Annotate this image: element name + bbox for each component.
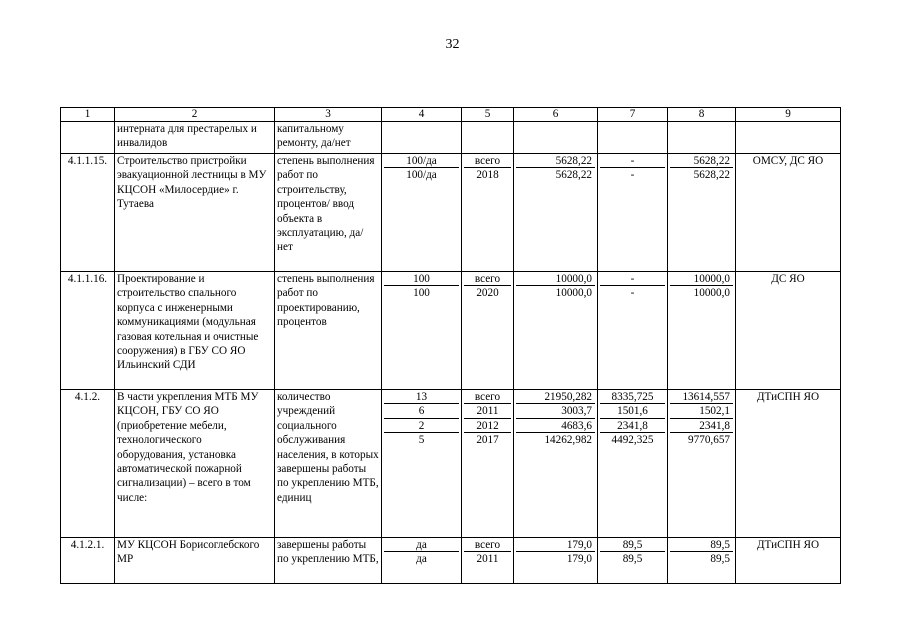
row-target-value bbox=[382, 272, 462, 390]
header-row bbox=[61, 108, 841, 122]
row-year-value: всего bbox=[464, 390, 511, 404]
row-name: интерната для престарелых и инвалидов bbox=[115, 122, 275, 154]
program-table bbox=[60, 107, 841, 584]
row-col8-value: 13614,557 bbox=[670, 390, 733, 404]
row-target-value-value: 2 bbox=[384, 419, 459, 433]
header-col-6: 6 bbox=[514, 108, 598, 122]
row-col8-value: 9770,657 bbox=[688, 434, 730, 447]
row-col8 bbox=[668, 538, 736, 584]
row-col7 bbox=[598, 390, 668, 538]
row-total-value: 5628,22 bbox=[555, 169, 592, 182]
row-executor: ОМСУ, ДС ЯО bbox=[736, 154, 841, 272]
row-total-value: 10000,0 bbox=[555, 287, 592, 300]
row-year bbox=[462, 390, 514, 538]
row-total-value: 179,0 bbox=[566, 553, 592, 566]
row-total-value: 4683,6 bbox=[516, 419, 595, 433]
row-col8-value: 2341,8 bbox=[670, 419, 733, 433]
row-col7-value: 2341,8 bbox=[600, 419, 665, 433]
row-col7-value: 8335,725 bbox=[600, 390, 665, 404]
row-executor bbox=[736, 122, 841, 154]
table-row bbox=[61, 122, 841, 154]
row-target-value-value: 100 bbox=[384, 272, 459, 286]
row-target-value bbox=[382, 390, 462, 538]
row-col8 bbox=[668, 390, 736, 538]
row-year-value: 2017 bbox=[476, 434, 499, 447]
row-year-value: всего bbox=[464, 538, 511, 552]
row-year-value: 2020 bbox=[476, 287, 499, 300]
row-total bbox=[514, 122, 598, 154]
row-indicator: степень выполнения работ по строительству, процентов/ ввод объекта в эксплуатацию, да/нет bbox=[275, 154, 382, 272]
row-year bbox=[462, 154, 514, 272]
row-target-value-value: да bbox=[384, 538, 459, 552]
row-year bbox=[462, 272, 514, 390]
row-id: 4.1.2.1. bbox=[61, 538, 115, 584]
row-year-value: всего bbox=[464, 154, 511, 168]
row-target-value-value: 100 bbox=[413, 287, 430, 300]
header-col-9: 9 bbox=[736, 108, 841, 122]
row-target-value-value: 6 bbox=[384, 404, 459, 418]
row-total-value: 3003,7 bbox=[516, 404, 595, 418]
row-total bbox=[514, 154, 598, 272]
row-col7-value: 89,5 bbox=[600, 538, 665, 552]
table-row bbox=[61, 154, 841, 272]
row-col8-value: 89,5 bbox=[670, 538, 733, 552]
row-total-value: 21950,282 bbox=[516, 390, 595, 404]
row-indicator: количество учреждений социального обслуживания населения, в которых завершены работы по укреплению МТБ, единиц bbox=[275, 390, 382, 538]
table-row bbox=[61, 538, 841, 584]
row-name: МУ КЦСОН Борисоглебского МР bbox=[115, 538, 275, 584]
header-col-7: 7 bbox=[598, 108, 668, 122]
row-year bbox=[462, 122, 514, 154]
row-col7 bbox=[598, 122, 668, 154]
row-year-value: 2012 bbox=[464, 419, 511, 433]
row-name: Строительство пристройки эвакуационной лестницы в МУ КЦСОН «Милосердие» г. Тутаева bbox=[115, 154, 275, 272]
row-col7 bbox=[598, 154, 668, 272]
row-col7-value: 4492,325 bbox=[611, 434, 654, 447]
table-row bbox=[61, 390, 841, 538]
row-total-value: 10000,0 bbox=[516, 272, 595, 286]
row-col8-value: 1502,1 bbox=[670, 404, 733, 418]
row-name: В части укрепления МТБ МУ КЦСОН, ГБУ СО ЯО (приобретение мебели, технологического оборудования, установка автоматической пожарной сигнализации) – всего в том числе: bbox=[115, 390, 275, 538]
header-col-2: 2 bbox=[115, 108, 275, 122]
row-col8-value: 10000,0 bbox=[670, 272, 733, 286]
row-target-value-value: да bbox=[416, 553, 427, 566]
header-col-1: 1 bbox=[61, 108, 115, 122]
row-target-value-value: 100/да bbox=[406, 169, 437, 182]
row-year bbox=[462, 538, 514, 584]
row-total-value: 14262,982 bbox=[544, 434, 592, 447]
row-col7-value: - bbox=[600, 154, 665, 168]
row-target-value-value: 5 bbox=[418, 434, 425, 447]
row-id: 4.1.1.15. bbox=[61, 154, 115, 272]
row-col8-value: 10000,0 bbox=[693, 287, 730, 300]
row-executor: ДС ЯО bbox=[736, 272, 841, 390]
row-executor: ДТиСПН ЯО bbox=[736, 538, 841, 584]
row-col8-value: 5628,22 bbox=[693, 169, 730, 182]
row-col8-value: 89,5 bbox=[710, 553, 730, 566]
row-col8 bbox=[668, 154, 736, 272]
header-col-4: 4 bbox=[382, 108, 462, 122]
row-total bbox=[514, 390, 598, 538]
table-row bbox=[61, 272, 841, 390]
row-target-value bbox=[382, 154, 462, 272]
row-year-value: 2018 bbox=[476, 169, 499, 182]
row-id bbox=[61, 122, 115, 154]
row-target-value-value: 100/да bbox=[384, 154, 459, 168]
row-col7-value: - bbox=[600, 272, 665, 286]
row-year-value: 2011 bbox=[476, 553, 499, 566]
row-col7-value: 89,5 bbox=[622, 553, 643, 566]
row-year-value: 2011 bbox=[464, 404, 511, 418]
row-target-value-value: 13 bbox=[384, 390, 459, 404]
row-name: Проектирование и строительство спального корпуса с инженерными коммуникациями (модульная газовая котельная и очистные сооружения) в ГБУ СО ЯО Ильинский СДИ bbox=[115, 272, 275, 390]
header-col-8: 8 bbox=[668, 108, 736, 122]
row-col7 bbox=[598, 272, 668, 390]
page-number: 32 bbox=[445, 37, 460, 52]
row-col8 bbox=[668, 272, 736, 390]
row-col7-value: - bbox=[630, 169, 635, 182]
row-target-value bbox=[382, 538, 462, 584]
row-target-value bbox=[382, 122, 462, 154]
row-col7-value: - bbox=[630, 287, 635, 300]
header-col-5: 5 bbox=[462, 108, 514, 122]
row-col7-value: 1501,6 bbox=[600, 404, 665, 418]
row-col8 bbox=[668, 122, 736, 154]
row-executor: ДТиСПН ЯО bbox=[736, 390, 841, 538]
row-total bbox=[514, 538, 598, 584]
row-id: 4.1.2. bbox=[61, 390, 115, 538]
header-col-3: 3 bbox=[275, 108, 382, 122]
row-col8-value: 5628,22 bbox=[670, 154, 733, 168]
row-total-value: 179,0 bbox=[516, 538, 595, 552]
row-year-value: всего bbox=[464, 272, 511, 286]
row-id: 4.1.1.16. bbox=[61, 272, 115, 390]
row-indicator: степень выполнения работ по проектированию, процентов bbox=[275, 272, 382, 390]
row-total-value: 5628,22 bbox=[516, 154, 595, 168]
row-total bbox=[514, 272, 598, 390]
row-indicator: завершены работы по укреплению МТБ, bbox=[275, 538, 382, 584]
row-indicator: капитальному ремонту, да/нет bbox=[275, 122, 382, 154]
row-col7 bbox=[598, 538, 668, 584]
